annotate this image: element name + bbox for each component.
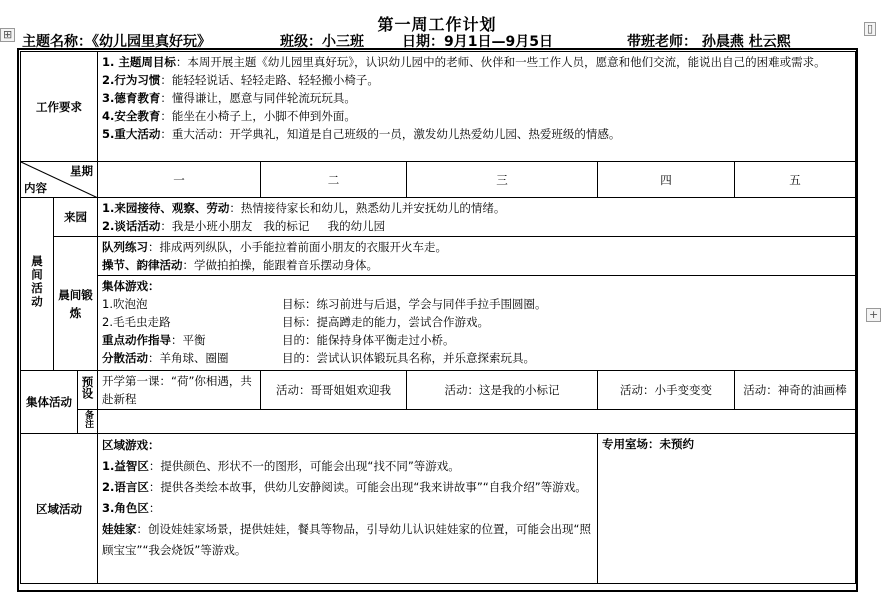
plan-header	[22, 31, 842, 49]
exercise-games-row	[21, 276, 856, 371]
theme-name: 主题名称：《幼儿园里真好玩》	[22, 34, 211, 50]
corner-content: 内容	[24, 181, 47, 195]
class-name: 班级：小三班	[280, 34, 364, 50]
corner-cell	[21, 162, 98, 198]
area-games: 区域游戏： 1.益智区：提供颜色、形状不一的图形，可能会出现“找不同”等游戏。 2.语言区：提供各类绘本故事，供幼儿安静阅读。可能会出现“我来讲故事”“自我介绍”等游戏。 3.角色区： 娃娃家：创设娃娃家场景，提供娃娃，餐具等物品，引导幼儿认识娃娃家的位置，可能会出现“照顾宝宝”“我会烧饭”等游戏。	[98, 434, 598, 584]
group-preset-row	[21, 371, 856, 410]
day-header: 四	[598, 162, 735, 198]
note-content	[98, 410, 856, 434]
arrival-label: 来园	[54, 198, 98, 237]
right-margin-marker[interactable]: ▯	[864, 22, 876, 36]
morning-label: 晨间活动	[30, 254, 44, 309]
exercise-games: 集体游戏： 1.吹泡泡 目标：练习前进与后退，学会与同伴手拉手围圆圈。 2.毛毛虫走路 目标：提高蹲走的能力，尝试合作游戏。 重点动作指导：平衡 目的：能保持身体平衡走过小桥。 分散活动：羊角球、圈圈 目的：尝试认识体锻玩具名称，并乐意探索玩具。	[98, 276, 856, 371]
requirement-item: 5.重大活动：重大活动：开学典礼，知道是自己班级的一员，激发幼儿热爱幼儿园、热爱班级的情感。	[102, 127, 621, 141]
week-header-row	[21, 162, 856, 198]
requirement-item: 3.德育教育：懂得谦让，愿意与同伴轮流玩玩具。	[102, 91, 356, 105]
requirement-item: 2.行为习惯：能轻轻说话、轻轻走路、轻轻搬小椅子。	[102, 73, 379, 87]
requirements-row	[21, 52, 856, 162]
special-room: 专用室场：未预约	[598, 434, 856, 584]
preset-label-cell	[78, 371, 98, 410]
preset-day2: 活动：哥哥姐姐欢迎我	[261, 371, 407, 410]
arrival-content: 1.来园接待、观察、劳动：热情接待家长和幼儿，熟悉幼儿并安抚幼儿的情绪。 2.谈话活动：我是小班小朋友 我的标记 我的幼儿园	[98, 198, 856, 237]
area-activity-row	[21, 434, 856, 584]
requirements-label: 工作要求	[21, 52, 98, 162]
area-activity-label: 区域活动	[21, 434, 98, 584]
day-header: 五	[735, 162, 856, 198]
requirement-item: 1. 主题周目标：本周开展主题《幼儿园里真好玩》，认识幼儿园中的老师、伙伴和一些工作人员，愿意和他们交流，能说出自己的困难或需求。	[102, 55, 826, 69]
preset-day1: 开学第一课：“荷”你相遇，共赴新程	[98, 371, 261, 410]
preset-day3: 活动：这是我的小标记	[407, 371, 598, 410]
right-margin-marker-mid[interactable]: +	[866, 308, 881, 322]
teachers: 带班老师： 孙晨燕 杜云熙	[627, 34, 791, 50]
day-header: 二	[261, 162, 407, 198]
exercise-routine: 队列练习：排成两列纵队，小手能拉着前面小朋友的衣服开火车走。 操节、韵律活动：学做拍拍操，能跟着音乐摆动身体。	[98, 237, 856, 276]
note-label-cell	[78, 410, 98, 434]
requirements-content	[98, 52, 856, 162]
preset-day5: 活动：神奇的油画棒	[735, 371, 856, 410]
day-header: 一	[98, 162, 261, 198]
note-label: 备注	[83, 410, 93, 428]
requirement-item: 4.安全教育：能坐在小椅子上，小脚不伸到外面。	[102, 109, 356, 123]
preset-day4: 活动：小手变变变	[598, 371, 735, 410]
exercise-label: 晨间锻炼	[54, 237, 98, 371]
day-header: 三	[407, 162, 598, 198]
date-range: 日期：9月1日—9月5日	[402, 34, 553, 50]
weekly-plan-table	[20, 51, 856, 584]
group-note-row	[21, 410, 856, 434]
page-title: 第一周工作计划	[377, 15, 497, 34]
arrival-row	[21, 198, 856, 237]
exercise-top-row	[21, 237, 856, 276]
preset-label: 预设	[80, 376, 95, 399]
left-margin-marker[interactable]: ⊞	[0, 28, 15, 42]
group-activity-label: 集体活动	[21, 371, 78, 434]
morning-label-cell	[21, 198, 54, 371]
corner-weekday: 星期	[70, 164, 94, 178]
